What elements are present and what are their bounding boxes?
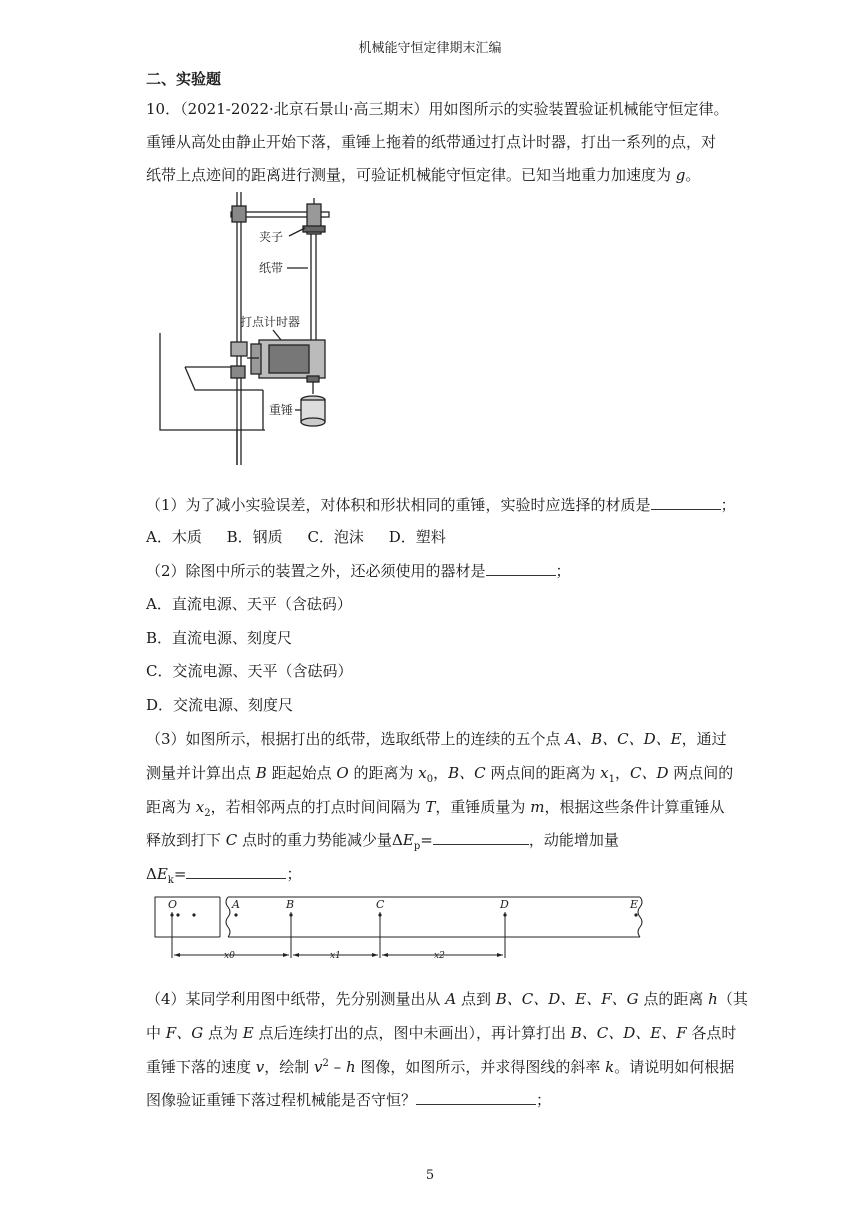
option-a[interactable]: A．木质	[146, 528, 202, 546]
label-x1: x1	[330, 951, 341, 961]
subscript: p	[413, 841, 421, 852]
part3-line-2	[146, 762, 733, 785]
label-x0: x0	[224, 951, 235, 961]
text: 两点间的	[668, 764, 734, 782]
gravity-symbol: g	[675, 166, 686, 184]
text: ；	[536, 1091, 552, 1109]
option-b[interactable]: B．直流电源、刻度尺	[146, 629, 293, 647]
text: –	[328, 1058, 346, 1076]
question-number-source: 10．（2021-2022·北京石景山·高三期末）用如图所示的实验装置验证机械能守恒定律。	[146, 100, 729, 118]
symbol: m	[530, 798, 545, 816]
text: ，	[614, 764, 630, 782]
text: 图像验证重锤下落过程机械能是否守恒？	[146, 1091, 417, 1109]
text: ，若相邻两点的打点时间间隔为	[210, 798, 426, 816]
symbol: k	[605, 1058, 615, 1076]
part1-stem	[146, 494, 736, 515]
text: 的距离为	[348, 764, 419, 782]
symbol: O	[336, 764, 349, 782]
subscript: 2	[204, 808, 211, 819]
answer-blank[interactable]	[486, 561, 556, 576]
part3-line-3	[146, 796, 724, 819]
symbol: E	[242, 1024, 254, 1042]
symbol: F、G	[165, 1024, 204, 1042]
point-label-a: A	[232, 898, 240, 911]
text: ，	[433, 764, 449, 782]
tape-figure	[152, 892, 650, 964]
part3-line-4	[146, 829, 619, 852]
option-c[interactable]: C．泡沫	[307, 528, 364, 546]
point-label-e: E	[630, 898, 639, 911]
point-label-b: B	[286, 898, 295, 911]
symbol: T	[425, 798, 436, 816]
symbol: x	[195, 798, 205, 816]
text: 测量并计算出点	[146, 764, 256, 782]
subscript: 0	[426, 774, 434, 785]
text: ，通过	[681, 730, 727, 748]
point-label-c: C	[376, 898, 385, 911]
label-tape: 纸带	[259, 261, 284, 275]
part4-line-1	[146, 988, 748, 1009]
part2-stem	[146, 560, 571, 581]
answer-blank[interactable]	[651, 495, 721, 510]
answer-blank[interactable]	[186, 864, 286, 879]
question-line-2	[146, 131, 716, 152]
text: 各点时	[686, 1024, 737, 1042]
text: 两点间的距离为	[485, 764, 601, 782]
subscript: k	[167, 875, 174, 886]
question-line-3	[146, 164, 700, 185]
part2-end: ；	[555, 562, 571, 580]
subscript: 1	[608, 774, 615, 785]
option-b[interactable]: B．钢质	[226, 528, 283, 546]
text: =	[173, 865, 187, 883]
text: 点的距离	[638, 990, 709, 1008]
text: 距起始点	[266, 764, 337, 782]
superscript: 2	[322, 1058, 329, 1069]
points-symbol: A、B、C、D、E	[565, 730, 682, 748]
page-header: 机械能守恒定律期末汇编	[358, 41, 502, 56]
answer-blank[interactable]	[433, 830, 529, 845]
label-clip: 夹子	[259, 230, 284, 244]
option-d[interactable]: D．交流电源、刻度尺	[146, 696, 294, 714]
point-label-o: O	[168, 898, 178, 911]
part4-line-4	[146, 1089, 551, 1110]
question-line-1	[146, 98, 729, 119]
question-text: 纸带上点迹间的距离进行测量，可验证机械能守恒定律。已知当地重力加速度为	[146, 166, 676, 184]
text: 重锤下落的速度	[146, 1058, 256, 1076]
apparatus-figure	[155, 190, 340, 470]
part3-line-5	[146, 863, 301, 886]
symbol: h	[708, 990, 718, 1008]
text: （其	[717, 990, 748, 1008]
part1-stem-text: （1）为了减小实验误差，对体积和形状相同的重锤，实验时应选择的材质是	[146, 496, 651, 514]
tape-left-piece	[155, 897, 220, 937]
option-d[interactable]: D．塑料	[388, 528, 446, 546]
symbol: B、C、D、E、F	[570, 1024, 687, 1042]
option-a[interactable]: A．直流电源、天平（含砝码）	[146, 595, 352, 613]
text: 距离为	[146, 798, 196, 816]
part4-line-3	[146, 1056, 734, 1077]
question-text: 重锤从高处由静止开始下落，重锤上拖着的纸带通过打点计时器，打出一系列的点，对	[146, 133, 717, 151]
symbol: E	[402, 831, 414, 849]
part3-line-1	[146, 728, 727, 749]
tape-dot	[234, 913, 237, 916]
symbol: v	[314, 1058, 323, 1076]
table	[160, 333, 265, 430]
symbol: B、C	[448, 764, 486, 782]
symbol: x	[600, 764, 609, 782]
text: 点为	[203, 1024, 243, 1042]
option-c[interactable]: C．交流电源、天平（含砝码）	[146, 662, 353, 680]
symbol: B	[255, 764, 267, 782]
text: ，根据这些条件计算重锤从	[544, 798, 725, 816]
text: 点后连续打出的点，图中未画出），再计算打出	[253, 1024, 571, 1042]
text: Δ	[146, 865, 157, 883]
text: ，重锤质量为	[435, 798, 531, 816]
symbol: C、D	[630, 764, 669, 782]
text: 点时的重力势能减少量Δ	[237, 831, 403, 849]
part1-end: ；	[720, 496, 736, 514]
part4-line-2	[146, 1022, 736, 1043]
answer-blank[interactable]	[416, 1090, 536, 1105]
tape-dot	[503, 913, 506, 916]
label-x2: x2	[434, 951, 445, 961]
text: （3）如图所示，根据打出的纸带，选取纸带上的连续的五个点	[146, 730, 566, 748]
label-weight: 重锤	[269, 403, 294, 417]
symbol: h	[345, 1058, 356, 1076]
tape-dot	[176, 913, 179, 916]
text: ；	[286, 865, 302, 883]
question-text: 。	[685, 166, 701, 184]
symbol: C	[225, 831, 238, 849]
text: 点到	[456, 990, 496, 1008]
text: 图像，如图所示，并求得图线的斜率	[355, 1058, 606, 1076]
text: 。请说明如何根据	[614, 1058, 735, 1076]
text: ，绘制	[264, 1058, 315, 1076]
text: 中	[146, 1024, 166, 1042]
text: =	[420, 831, 433, 849]
symbol: x	[418, 764, 427, 782]
tape-dot	[634, 913, 637, 916]
tape-dot	[192, 913, 195, 916]
symbol: B、C、D、E、F、G	[495, 990, 639, 1008]
part1-options	[146, 526, 446, 547]
symbol: E	[156, 865, 168, 883]
section-title: 二、实验题	[146, 70, 222, 88]
text: （4）某同学利用图中纸带，先分别测量出从	[146, 990, 446, 1008]
part2-stem-text: （2）除图中所示的装置之外，还必须使用的器材是	[146, 562, 486, 580]
text: 释放到打下	[146, 831, 226, 849]
tape-dot	[170, 913, 173, 916]
label-timer: 打点计时器	[240, 315, 301, 329]
text: ，动能增加量	[528, 831, 619, 849]
point-label-d: D	[500, 898, 509, 911]
tape-dot	[289, 913, 292, 916]
tape-dot	[378, 913, 381, 916]
symbol: A	[445, 990, 457, 1008]
page-number: 5	[425, 1168, 435, 1183]
symbol: v	[255, 1058, 265, 1076]
